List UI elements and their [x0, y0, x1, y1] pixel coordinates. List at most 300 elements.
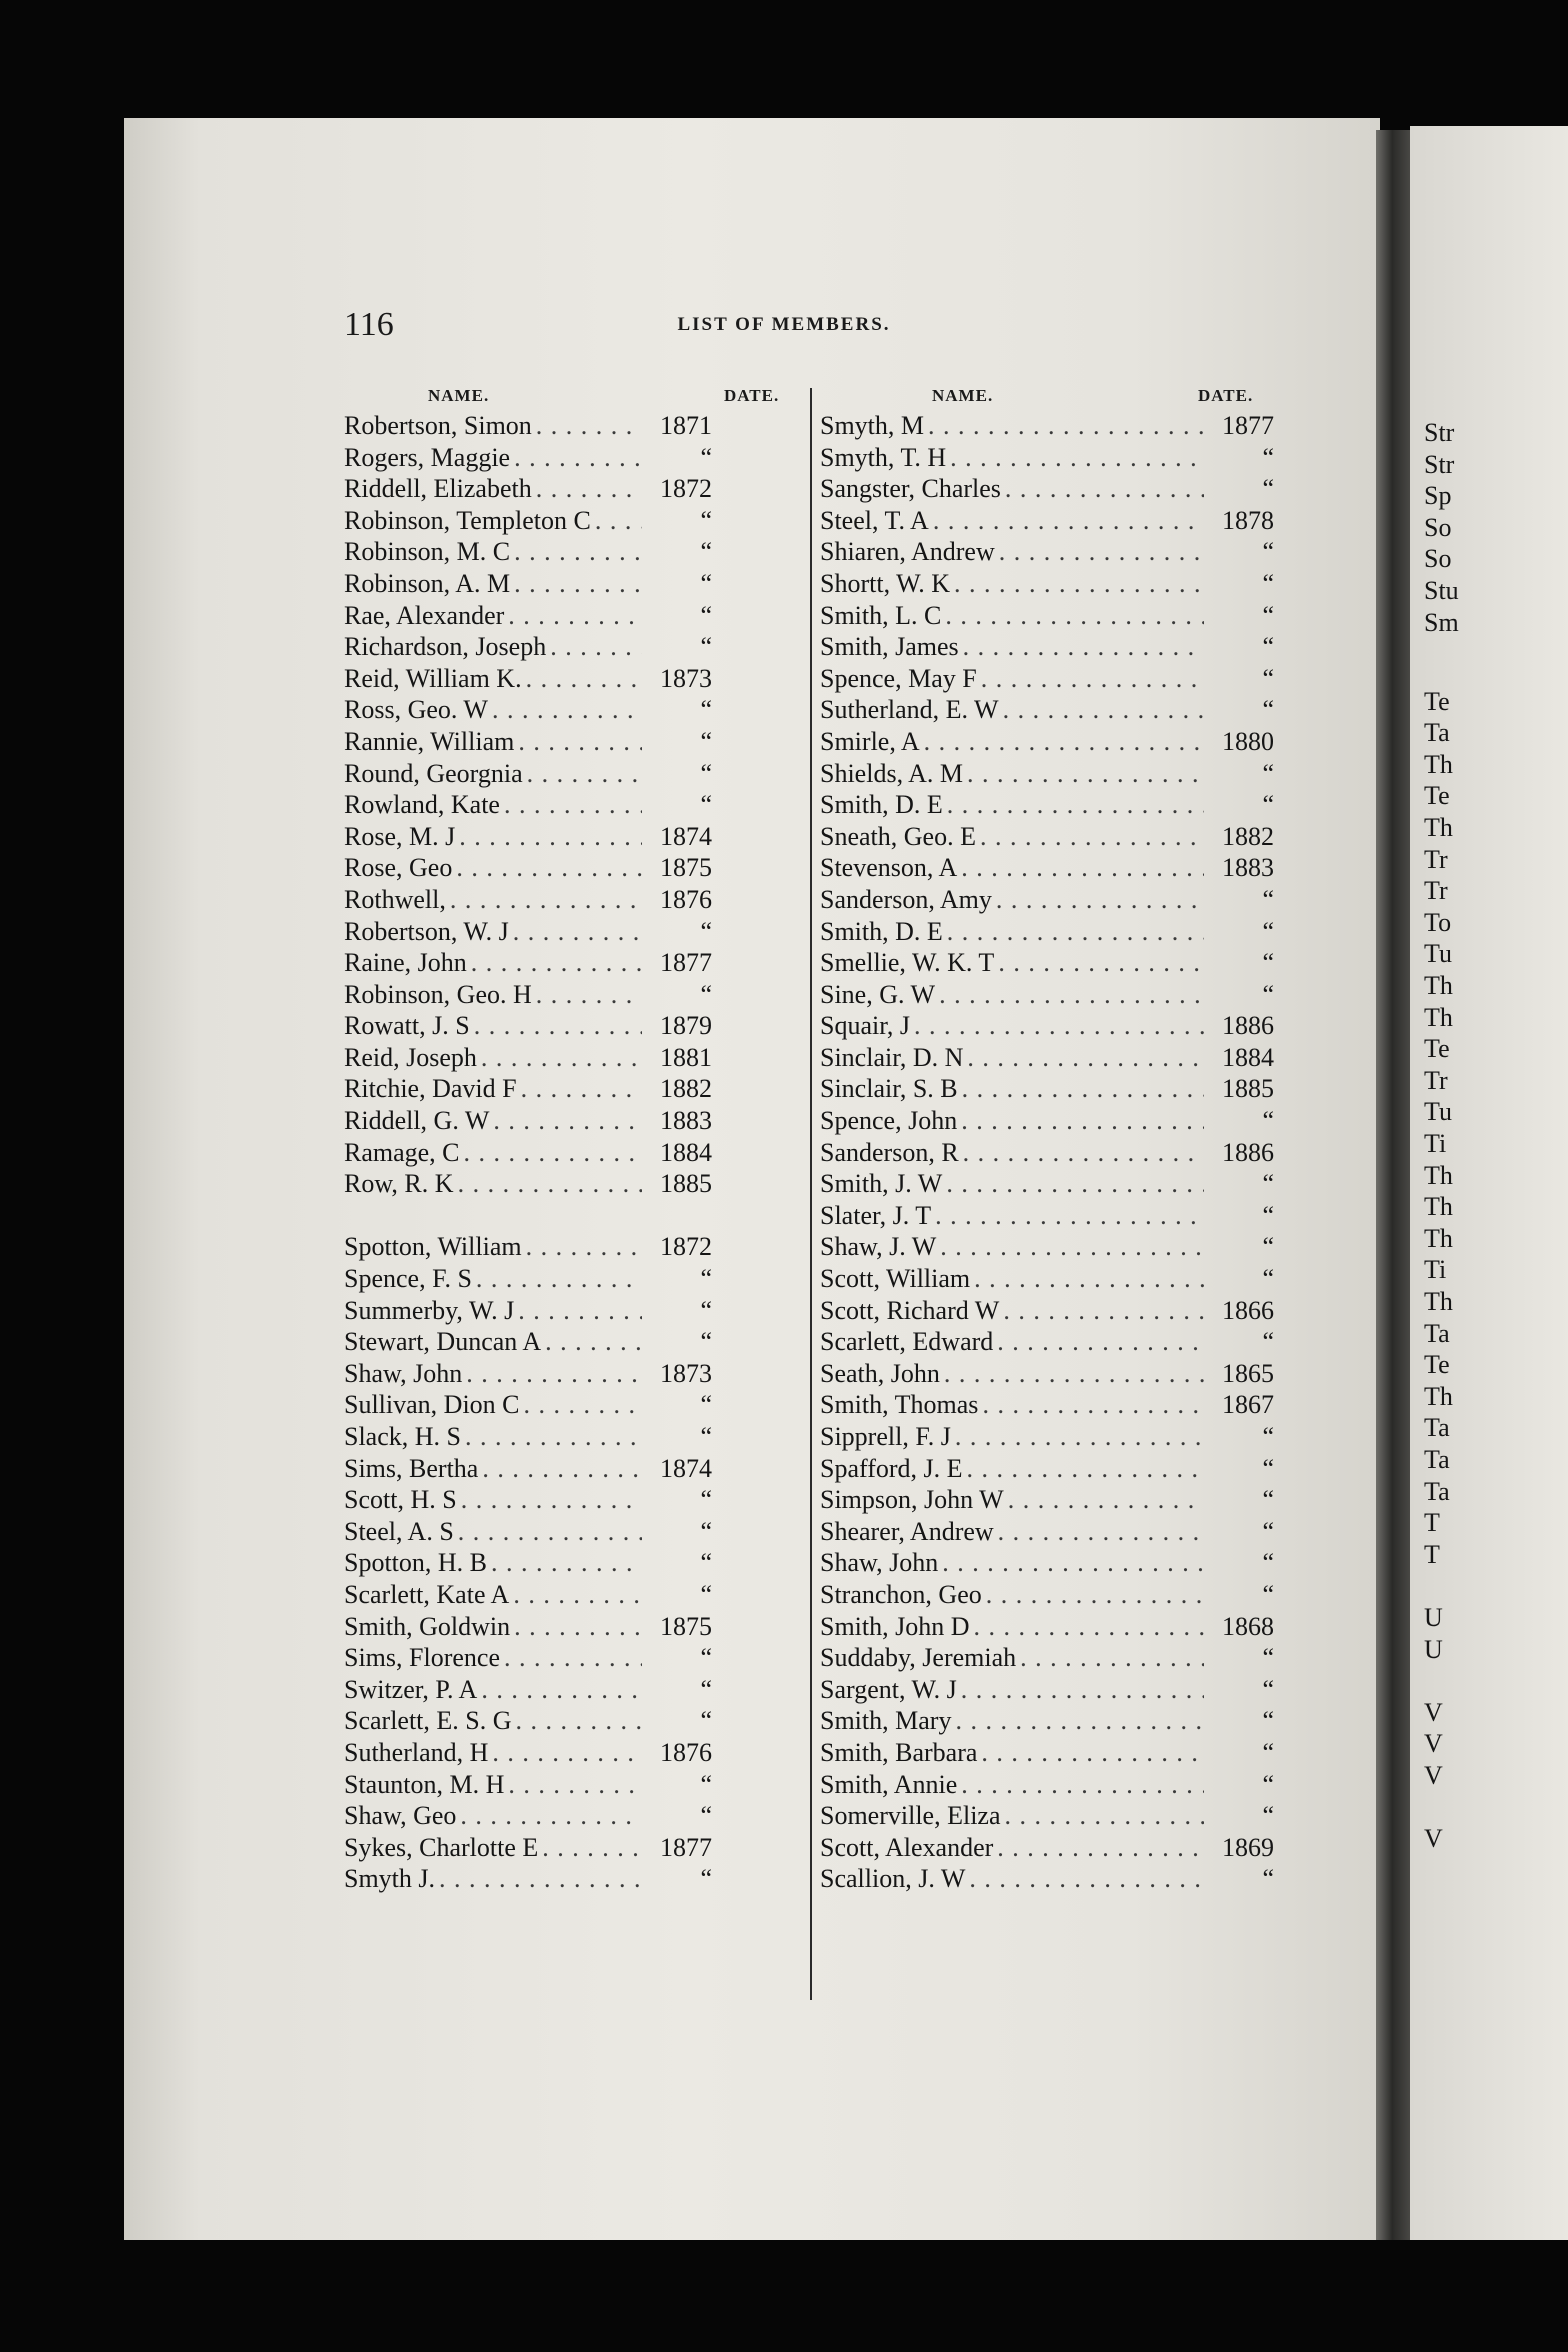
fragment-text: Th — [1424, 1192, 1453, 1222]
leader-dots — [946, 1168, 1204, 1200]
member-date: 1886 — [1222, 1011, 1274, 1041]
fragment-text: Stu — [1424, 576, 1459, 605]
leader-dots — [464, 1137, 642, 1169]
leader-dots — [974, 1611, 1204, 1643]
leader-dots — [998, 947, 1204, 979]
fragment-text: Ta — [1424, 1476, 1450, 1506]
member-date: “ — [700, 1674, 712, 1704]
leader-dots — [513, 1579, 642, 1611]
leader-dots — [459, 821, 642, 853]
leader-dots — [458, 1516, 642, 1548]
member-name: Smith, Annie — [820, 1769, 958, 1799]
member-name: Sanderson, R — [820, 1137, 959, 1167]
leader-dots — [527, 758, 642, 790]
member-name: Riddell, G. W — [344, 1106, 490, 1136]
left-date-heading: DATE. — [724, 386, 780, 405]
member-name: Sangster, Charles — [820, 474, 1001, 504]
member-entry — [820, 694, 1274, 726]
member-entry — [344, 1263, 712, 1295]
member-entry — [344, 1389, 712, 1421]
member-date: “ — [1262, 1801, 1274, 1831]
member-name: Robinson, A. M — [344, 568, 511, 598]
member-name: Shearer, Andrew — [820, 1516, 994, 1546]
fragment-text: T — [1424, 1539, 1440, 1569]
fragment-text: Tr — [1424, 1065, 1448, 1095]
member-entry — [344, 1105, 712, 1137]
member-date: “ — [1262, 1737, 1274, 1767]
member-date: “ — [1262, 1453, 1274, 1483]
left-name-heading: NAME. — [428, 386, 490, 405]
member-date: 1874 — [660, 1453, 712, 1483]
leader-dots — [955, 1705, 1204, 1737]
member-entry — [344, 852, 712, 884]
member-name: Spence, May F — [820, 663, 977, 693]
member-entry — [344, 916, 712, 948]
leader-dots — [521, 1073, 642, 1105]
member-entry — [344, 1705, 712, 1737]
leader-dots — [914, 1010, 1204, 1042]
member-name: Staunton, M. H — [344, 1769, 505, 1799]
member-entry — [820, 1800, 1274, 1832]
member-name: Spence, John — [820, 1106, 958, 1136]
member-name: Smith, James — [820, 632, 959, 662]
member-name: Smith, Thomas — [820, 1390, 979, 1420]
member-date: 1885 — [1222, 1074, 1274, 1104]
fragment-text: Ta — [1424, 1318, 1450, 1348]
member-name: Stewart, Duncan A — [344, 1327, 542, 1357]
leader-dots — [969, 1863, 1204, 1895]
member-name: Smyth, T. H — [820, 442, 947, 472]
running-title: LIST OF MEMBERS. — [677, 314, 891, 335]
member-entry — [820, 473, 1274, 505]
leader-dots — [526, 663, 642, 695]
member-name: Shaw, John — [344, 1358, 463, 1388]
member-entry — [820, 916, 1274, 948]
leader-dots — [982, 1389, 1204, 1421]
fragment-text: Sm — [1424, 607, 1459, 637]
member-entry — [344, 694, 712, 726]
leader-dots — [465, 1421, 642, 1453]
leader-dots — [947, 916, 1204, 948]
leader-dots — [947, 789, 1204, 821]
member-date: 1877 — [660, 1832, 712, 1862]
leader-dots — [981, 1737, 1204, 1769]
member-entry — [820, 1042, 1274, 1074]
leader-dots — [460, 1800, 642, 1832]
leader-dots — [942, 1547, 1204, 1579]
member-entry — [344, 1231, 712, 1263]
fragment-text: U — [1424, 1634, 1443, 1664]
leader-dots — [518, 726, 642, 758]
fragment-text: V — [1424, 1697, 1443, 1727]
member-date: “ — [1262, 948, 1274, 978]
member-name: Scarlett, Edward — [820, 1327, 994, 1357]
member-entry — [820, 536, 1274, 568]
member-name: Seath, John — [820, 1358, 940, 1388]
member-date: 1886 — [1222, 1137, 1274, 1167]
member-name: Rothwell, — [344, 884, 446, 914]
member-name: Shaw, Geo — [344, 1801, 457, 1831]
member-entry — [820, 1168, 1274, 1200]
leader-dots — [933, 505, 1204, 537]
member-date: “ — [700, 695, 712, 725]
left-member-list — [344, 410, 712, 1895]
member-date: 1877 — [1222, 411, 1274, 440]
member-name: Scallion, J. W — [820, 1864, 966, 1894]
member-entry — [820, 1263, 1274, 1295]
leader-dots — [550, 631, 642, 663]
leader-dots — [504, 789, 642, 821]
member-name: Ross, Geo. W — [344, 695, 488, 725]
leader-dots — [1003, 1295, 1204, 1327]
member-date: “ — [1262, 1106, 1274, 1136]
fragment-text: Th — [1424, 1002, 1453, 1032]
member-entry — [820, 1137, 1274, 1169]
leader-dots — [461, 1484, 642, 1516]
member-entry — [344, 631, 712, 663]
member-date: “ — [700, 1422, 712, 1451]
member-date: “ — [700, 1327, 712, 1357]
member-name: Rose, M. J — [344, 821, 456, 851]
member-name: Spafford, J. E — [820, 1453, 963, 1483]
member-date: 1884 — [1222, 1042, 1274, 1072]
member-name: Ramage, C — [344, 1137, 460, 1167]
leader-dots — [456, 852, 642, 884]
leader-dots — [961, 852, 1204, 884]
right-date-heading: DATE. — [1198, 386, 1254, 405]
member-entry — [820, 1010, 1274, 1042]
leader-dots — [967, 1453, 1204, 1485]
member-name: Slack, H. S — [344, 1422, 461, 1451]
member-date: “ — [1262, 1485, 1274, 1515]
member-date: “ — [700, 537, 712, 567]
member-entry — [820, 789, 1274, 821]
member-entry — [344, 568, 712, 600]
leader-dots — [493, 1105, 642, 1137]
member-name: Reid, Joseph — [344, 1042, 477, 1072]
member-name: Raine, John — [344, 948, 467, 978]
fragment-text: Tr — [1424, 876, 1448, 906]
member-date: 1885 — [660, 1169, 712, 1199]
fragment-text: So — [1424, 544, 1452, 574]
member-date: “ — [700, 1801, 712, 1831]
leader-dots — [1005, 1800, 1204, 1832]
member-date: 1866 — [1222, 1295, 1274, 1325]
leader-dots — [928, 410, 1204, 442]
member-name: Scott, Richard W — [820, 1295, 1000, 1325]
member-name: Summerby, W. J — [344, 1295, 515, 1325]
leader-dots — [955, 1421, 1204, 1453]
member-name: Robinson, Templeton C — [344, 505, 591, 535]
member-date: “ — [700, 632, 712, 662]
member-date: “ — [1262, 1327, 1274, 1357]
member-entry — [344, 1832, 712, 1864]
member-name: Rogers, Maggie — [344, 442, 511, 472]
member-name: Sneath, Geo. E — [820, 821, 976, 851]
member-name: Smith, D. E — [820, 916, 943, 946]
fragment-text: T — [1424, 1508, 1440, 1538]
member-entry — [820, 979, 1274, 1011]
fragment-text: Th — [1424, 749, 1453, 779]
member-name: Shortt, W. K — [820, 568, 951, 598]
fragment-text: Ti — [1424, 1129, 1447, 1158]
member-date: 1865 — [1222, 1358, 1274, 1388]
member-entry — [820, 410, 1274, 442]
member-name: Stranchon, Geo — [820, 1579, 982, 1609]
leader-dots — [1003, 694, 1204, 726]
member-date: “ — [1262, 442, 1274, 472]
leader-dots — [961, 1769, 1204, 1801]
member-name: Sine, G. W — [820, 979, 936, 1009]
leader-dots — [492, 694, 642, 726]
member-name: Sinclair, D. N — [820, 1042, 964, 1072]
member-name: Sargent, W. J — [820, 1674, 957, 1704]
member-name: Robinson, M. C — [344, 537, 511, 567]
member-entry — [820, 852, 1274, 884]
leader-dots — [961, 1105, 1204, 1137]
leader-dots — [542, 1832, 642, 1864]
member-name: Riddell, Elizabeth — [344, 474, 532, 504]
member-name: Robertson, Simon — [344, 411, 532, 440]
member-entry — [820, 1389, 1274, 1421]
member-date: “ — [700, 1643, 712, 1673]
fragment-text: So — [1424, 512, 1452, 542]
member-date: “ — [700, 1769, 712, 1799]
member-entry — [344, 1863, 712, 1895]
leader-dots — [961, 1674, 1204, 1706]
member-date: “ — [700, 1264, 712, 1294]
member-entry — [344, 1010, 712, 1042]
member-name: Robertson, W. J — [344, 916, 509, 946]
member-entry — [820, 758, 1274, 790]
member-name: Rannie, William — [344, 726, 515, 756]
leader-dots — [950, 442, 1204, 474]
member-entry — [344, 473, 712, 505]
leader-dots — [945, 600, 1204, 632]
member-date: “ — [1262, 632, 1274, 662]
member-date: “ — [1262, 1200, 1274, 1230]
member-name: Sipprell, F. J — [820, 1422, 951, 1451]
member-entry — [344, 1547, 712, 1579]
member-name: Smith, Goldwin — [344, 1611, 511, 1641]
member-entry — [344, 884, 712, 916]
member-date: “ — [1262, 1232, 1274, 1262]
member-name: Smellie, W. K. T — [820, 948, 995, 978]
member-name: Robinson, Geo. H — [344, 979, 532, 1009]
leader-dots — [514, 1611, 642, 1643]
member-entry — [820, 442, 1274, 474]
member-name: Stevenson, A — [820, 853, 958, 883]
leader-dots — [524, 1389, 642, 1421]
member-date: 1867 — [1222, 1390, 1274, 1420]
member-date: 1883 — [1222, 853, 1274, 883]
member-entry — [344, 726, 712, 758]
member-entry — [344, 1295, 712, 1327]
member-name: Shields, A. M — [820, 758, 964, 788]
column-divider — [810, 388, 812, 2000]
member-date: “ — [1262, 663, 1274, 693]
member-entry — [820, 1737, 1274, 1769]
member-date: “ — [700, 1579, 712, 1609]
fragment-text: Th — [1424, 813, 1453, 842]
member-date: “ — [1262, 1643, 1274, 1673]
member-date: 1880 — [1222, 726, 1274, 756]
member-entry — [820, 947, 1274, 979]
member-date: 1876 — [660, 884, 712, 914]
member-date: “ — [700, 979, 712, 1009]
leader-dots — [986, 1579, 1204, 1611]
member-date: “ — [700, 1390, 712, 1420]
member-entry — [344, 979, 712, 1011]
member-date: 1875 — [660, 1611, 712, 1641]
member-entry — [820, 1295, 1274, 1327]
member-name: Smith, D. E — [820, 790, 943, 820]
leader-dots — [482, 1453, 642, 1485]
member-date: 1869 — [1222, 1832, 1274, 1862]
leader-dots — [481, 1674, 642, 1706]
member-entry — [820, 726, 1274, 758]
leader-dots — [999, 536, 1204, 568]
leader-dots — [963, 631, 1204, 663]
leader-dots — [492, 1737, 642, 1769]
member-name: Simpson, John W — [820, 1485, 1004, 1515]
member-entry — [820, 1705, 1274, 1737]
member-entry — [344, 1516, 712, 1548]
leader-dots — [471, 947, 642, 979]
member-date: “ — [1262, 568, 1274, 598]
member-name: Steel, T. A — [820, 505, 929, 535]
fragment-text: Ta — [1424, 718, 1450, 748]
leader-dots — [514, 536, 642, 568]
member-date: “ — [1262, 1706, 1274, 1736]
member-entry — [820, 1073, 1274, 1105]
leader-dots — [924, 726, 1204, 758]
member-name: Sutherland, H — [344, 1737, 489, 1767]
leader-dots — [963, 1137, 1204, 1169]
fragment-text: Th — [1424, 1287, 1453, 1316]
member-name: Switzer, P. A — [344, 1674, 478, 1704]
leader-dots — [504, 1642, 642, 1674]
member-entry — [344, 1579, 712, 1611]
leader-dots — [939, 979, 1204, 1011]
member-entry — [820, 1358, 1274, 1390]
leader-dots — [1005, 473, 1204, 505]
member-entry — [820, 884, 1274, 916]
member-entry — [820, 1674, 1274, 1706]
member-entry — [344, 1611, 712, 1643]
member-name: Sims, Florence — [344, 1643, 500, 1673]
fragment-text: V — [1424, 1761, 1443, 1790]
fragment-text: Ti — [1424, 1255, 1447, 1285]
fragment-text: Ta — [1424, 1413, 1450, 1443]
member-date: 1879 — [660, 1011, 712, 1041]
member-date: 1878 — [1222, 505, 1274, 535]
fragment-text: V — [1424, 1824, 1443, 1854]
member-date: “ — [700, 1864, 712, 1894]
member-entry — [820, 631, 1274, 663]
fragment-text: Te — [1424, 1350, 1450, 1380]
member-name: Scott, William — [820, 1264, 971, 1294]
member-entry — [820, 1547, 1274, 1579]
member-date: “ — [700, 505, 712, 535]
member-date: “ — [1262, 537, 1274, 567]
fragment-text: Tu — [1424, 1097, 1452, 1127]
leader-dots — [935, 1200, 1204, 1232]
adjacent-page-edge — [1410, 126, 1568, 2240]
fragment-text: Sp — [1424, 481, 1452, 511]
fragment-text: Te — [1424, 781, 1450, 811]
member-date: 1873 — [660, 1358, 712, 1388]
member-date: “ — [700, 1706, 712, 1736]
member-entry — [344, 442, 712, 474]
member-entry — [344, 1453, 712, 1485]
member-name: Rowatt, J. S — [344, 1011, 470, 1041]
member-date: “ — [1262, 979, 1274, 1009]
member-date: “ — [1262, 474, 1274, 504]
leader-dots — [981, 663, 1204, 695]
member-name: Spotton, William — [344, 1232, 522, 1262]
member-date: 1871 — [660, 411, 712, 440]
member-entry — [820, 1484, 1274, 1516]
member-entry — [344, 1674, 712, 1706]
member-entry — [344, 1800, 712, 1832]
member-date: “ — [1262, 790, 1274, 820]
fragment-text: V — [1424, 1729, 1443, 1759]
member-name: Richardson, Joseph — [344, 632, 547, 662]
leader-dots — [974, 1263, 1204, 1295]
member-date: “ — [700, 726, 712, 756]
member-entry — [820, 1832, 1274, 1864]
member-entry — [344, 758, 712, 790]
member-name: Scott, H. S — [344, 1485, 457, 1515]
member-entry — [344, 410, 712, 442]
leader-dots — [996, 884, 1204, 916]
leader-dots — [518, 1295, 642, 1327]
leader-dots — [944, 1358, 1204, 1390]
member-name: Scarlett, E. S. G — [344, 1706, 512, 1736]
member-date: “ — [1262, 1422, 1274, 1451]
member-date: 1882 — [1222, 821, 1274, 851]
member-entry — [820, 663, 1274, 695]
member-name: Spence, F. S — [344, 1264, 472, 1294]
member-date: “ — [700, 916, 712, 946]
member-name: Ritchie, David F — [344, 1074, 517, 1104]
member-name: Smith, John D — [820, 1611, 970, 1641]
leader-dots — [545, 1326, 642, 1358]
member-date: 1874 — [660, 821, 712, 851]
member-entry — [344, 1326, 712, 1358]
member-date: “ — [1262, 1516, 1274, 1546]
fragment-text: Tr — [1424, 844, 1448, 874]
book-spine-gutter — [1376, 130, 1412, 2240]
member-entry — [820, 1516, 1274, 1548]
leader-dots — [526, 1231, 642, 1263]
member-name: Smyth, M — [820, 411, 925, 440]
leader-dots — [481, 1042, 642, 1074]
leader-dots — [536, 473, 642, 505]
fragment-text: Str — [1424, 449, 1455, 479]
member-name: Steel, A. S — [344, 1516, 454, 1546]
member-name: Scarlett, Kate A — [344, 1579, 510, 1609]
member-name: Shiaren, Andrew — [820, 537, 995, 567]
leader-dots — [450, 884, 642, 916]
leader-dots — [491, 1547, 642, 1579]
fragment-text: Th — [1424, 1381, 1453, 1411]
member-name: Smith, L. C — [820, 600, 942, 630]
leader-dots — [595, 505, 642, 537]
section-gap — [344, 1200, 712, 1232]
member-entry — [344, 1168, 712, 1200]
